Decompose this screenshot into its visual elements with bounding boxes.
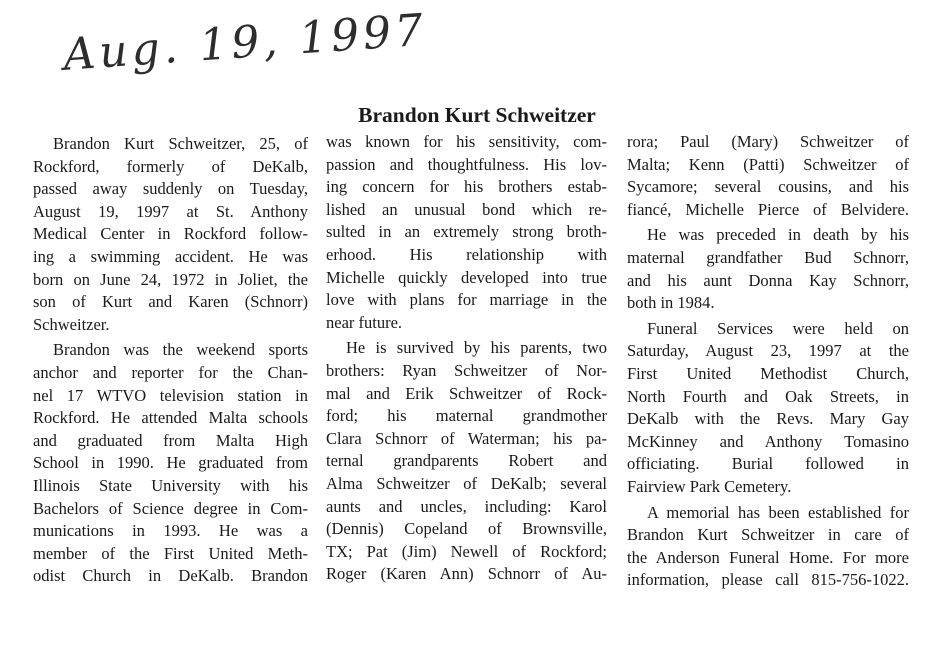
text-line: nel 17 WTVO television station in [33,385,308,405]
text-line: passed away suddenly on Tuesday, [33,179,308,199]
text-line: munications in 1993. He was a [33,521,308,541]
text-line: Brandon Kurt Schweitzer, 25, of [53,134,308,153]
text-line: aunts and uncles, including: Karol [326,496,607,516]
text-line: rora; Paul (Mary) Schweitzer of [627,132,909,151]
obituary-column-1 [33,133,308,588]
text-line: fiancé, Michelle Pierce of Belvidere. [627,199,909,219]
obituary-column-3 [627,131,909,592]
text-line: Malta; Kenn (Patti) Schweitzer of [627,154,909,174]
text-line: Clara Schnorr of Waterman; his pa- [326,428,607,448]
text-line: erhood. His relationship with [326,244,607,264]
text-line: He was preceded in death by his [647,225,909,245]
text-line: A memorial has been established for [647,502,909,522]
text-line: the Anderson Funeral Home. For more [627,547,909,567]
text-line: Fairview Park Cemetery. [627,476,792,496]
text-line: born on June 24, 1972 in Joliet, the [33,269,308,289]
text-line: (Dennis) Copeland of Brownsville, [326,519,607,539]
text-line: ternal grandparents Robert and [326,451,607,471]
text-line: mal and Erik Schweitzer of Rock- [326,383,607,403]
handwritten-date: Aug. 19, 1997 [61,4,429,81]
text-line: August 19, 1997 at St. Anthony [33,201,308,221]
text-line: both in 1984. [627,293,715,313]
text-line: maternal grandfather Bud Schnorr, [627,247,909,267]
text-line: son of Kurt and Karen (Schnorr) [33,292,308,312]
text-line: and his aunt Donna Kay Schnorr, [627,270,909,290]
text-line: Rockford. He attended Malta schools [33,408,308,428]
text-line: TX; Pat (Jim) Newell of Rockford; [326,541,607,561]
obituary-column-2 [326,131,607,586]
text-line: Medical Center in Rockford follow- [33,224,308,244]
text-line: odist Church in DeKalb. Brandon [33,566,308,586]
text-line: Illinois State University with his [33,475,308,495]
text-line: lished an unusual bond which re- [326,199,607,219]
text-line: North Fourth and Oak Streets, in [627,386,909,406]
text-line: McKinney and Anthony Tomasino [627,431,909,451]
text-line: Schweitzer. [33,314,110,334]
text-line: Roger (Karen Ann) Schnorr of Au- [326,564,607,584]
text-line: love with plans for marriage in the [326,290,607,310]
text-line: Bachelors of Science degree in Com- [33,498,308,518]
text-line: First United Methodist Church, [627,363,909,383]
text-line: Sycamore; several cousins, and his [627,177,909,197]
text-line: was known for his sensitivity, com- [326,132,607,151]
text-line: School in 1990. He graduated from [33,453,308,473]
text-line: Michelle quickly developed into true [326,267,607,287]
text-line: Saturday, August 23, 1997 at the [627,341,909,361]
text-line: officiating. Burial followed in [627,454,909,474]
text-line: DeKalb with the Revs. Mary Gay [627,409,909,429]
text-line: ing a swimming accident. He was [33,246,308,266]
text-line: sulted in an extremely strong broth- [326,222,607,242]
obituary-headline: Brandon Kurt Schweitzer [358,103,596,127]
text-line: member of the First United Meth- [33,543,308,563]
text-line: and graduated from Malta High [33,430,308,450]
text-line: brothers: Ryan Schweitzer of Nor- [326,360,607,380]
text-line: Rockford, formerly of DeKalb, [33,156,308,176]
text-line: Alma Schweitzer of DeKalb; several [326,473,607,493]
text-line: ford; his maternal grandmother [326,406,607,426]
text-line: anchor and reporter for the Chan- [33,362,308,382]
text-line: ing concern for his brothers estab- [326,177,607,197]
text-line: information, please call 815-756-1022. [627,570,909,590]
text-line: near future. [326,312,403,332]
text-line: Brandon was the weekend sports [53,340,308,360]
text-line: Brandon Kurt Schweitzer in care of [627,525,909,545]
text-line: He is survived by his parents, two [346,338,607,358]
text-line: passion and thoughtfulness. His lov- [326,154,607,174]
text-line: Funeral Services were held on [647,318,909,338]
